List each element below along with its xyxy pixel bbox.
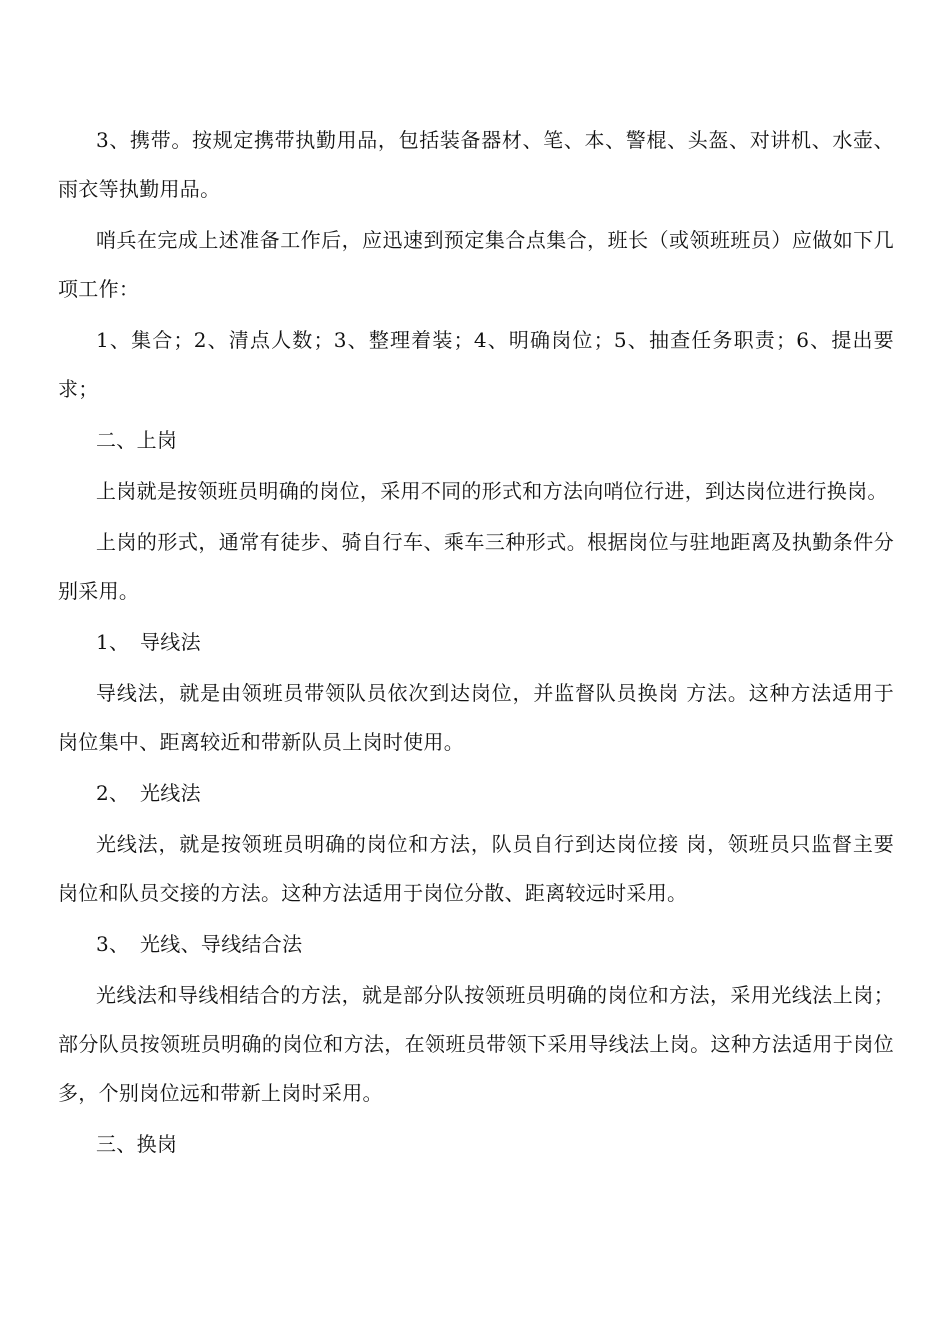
item-number: 3、 [96,932,130,956]
paragraph-light-line-method: 光线法，就是按领班员明确的岗位和方法，队员自行到达岗位接 岗，领班员只监督主要岗位和队员交接的方法。这种方法适用于岗位分散、距离较远时采用。 [58,832,894,905]
paragraph-combined-method: 光线法和导线相结合的方法，就是部分队按领班员明确的岗位和方法，采用光线法上岗；部分队员按领班员明确的岗位和方法，在领班员带领下采用导线法上岗。这种方法适用于岗位多，个别岗位远和带新上岗时采用。 [58,983,894,1105]
paragraph-on-duty-definition: 上岗就是按领班员明确的岗位，采用不同的形式和方法向哨位行进，到达岗位进行换岗。 [96,479,888,503]
paragraph-on-duty-forms: 上岗的形式，通常有徒步、骑自行车、乘车三种形式。根据岗位与驻地距离及执勤条件分别采用。 [58,530,894,603]
document-body [58,116,894,1171]
paragraph-carry-items: 3、携带。按规定携带执勤用品，包括装备器材、笔、本、警棍、头盔、对讲机、水壶、雨衣等执勤用品。 [58,128,894,201]
item-title: 光线、导线结合法 [140,932,303,956]
paragraph-guide-line-method: 导线法，就是由领班员带领队员依次到达岗位，并监督队员换岗 方法。这种方法适用于岗位集中、距离较近和带新队员上岗时使用。 [58,681,894,754]
subheading-light-line-method [58,769,894,818]
section-heading-on-duty: 二、上岗 [96,428,178,452]
item-title: 导线法 [140,630,201,654]
item-number: 2、 [96,781,130,805]
paragraph-assembly: 哨兵在完成上述准备工作后，应迅速到预定集合点集合，班长（或领班班员）应做如下几项工作： [58,228,894,301]
subheading-combined-method [58,920,894,969]
section-heading-shift-change: 三、换岗 [96,1132,178,1156]
item-number: 1、 [96,630,130,654]
paragraph-task-list: 1、集合；2、清点人数；3、整理着装；4、明确岗位；5、抽查任务职责；6、提出要求； [58,328,894,401]
item-title: 光线法 [140,781,201,805]
subheading-guide-line-method [58,618,894,667]
